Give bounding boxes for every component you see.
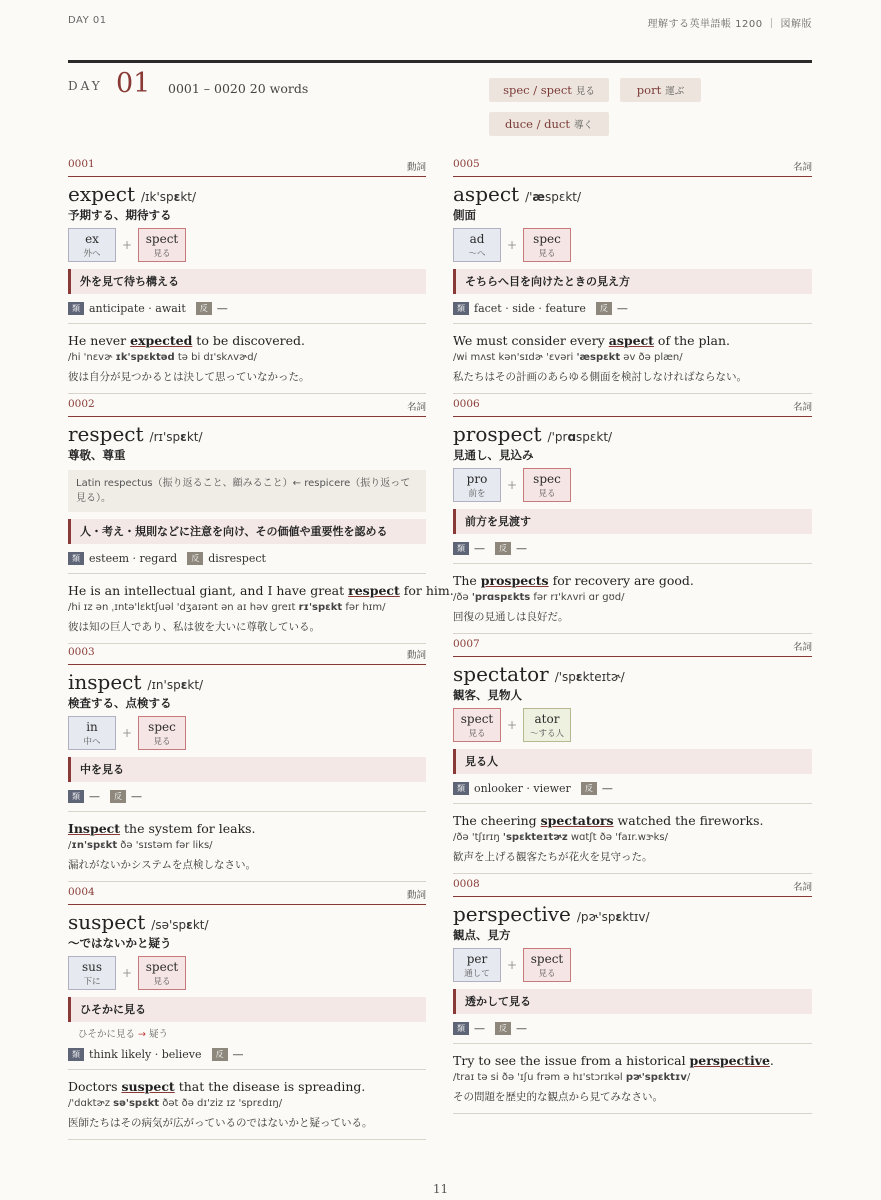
entry-0001: [68, 158, 426, 394]
morpheme: ator: [534, 712, 560, 726]
morpheme-meaning: 中へ: [83, 737, 101, 747]
part-of-speech: 動詞: [406, 890, 426, 901]
synonym-row: [453, 1020, 812, 1036]
morpheme: in: [86, 720, 98, 734]
entry-number: 0007: [453, 638, 480, 650]
root-text: spec / spect: [503, 83, 572, 97]
synonym-tag: 類: [68, 1048, 84, 1061]
morpheme-box: [523, 948, 571, 982]
example-sentence: Doctors suspect that the disease is spreading.: [68, 1079, 366, 1094]
entry-0004: [68, 886, 426, 1140]
divider: [453, 563, 812, 564]
divider: [68, 1069, 426, 1070]
synonyms: esteem · regard: [89, 551, 178, 565]
part-of-speech: 動詞: [406, 650, 426, 661]
entry-header: [68, 886, 426, 905]
morpheme-box: [68, 716, 116, 750]
morpheme-box: [523, 228, 571, 262]
word-range: 0001 – 0020 20 words: [168, 81, 309, 96]
antonym-tag: 反: [495, 1022, 511, 1035]
plus-sign: +: [121, 966, 133, 980]
morpheme-box: [453, 228, 501, 262]
top-rule: [68, 60, 812, 63]
synonym-tag: 類: [453, 302, 469, 315]
pronunciation: /ɪn'spɛkt/: [147, 678, 204, 692]
morpheme: spect: [460, 712, 494, 726]
morpheme-meaning: 見る: [538, 489, 556, 499]
morpheme-diagram: [68, 956, 426, 990]
antonym-tag: 反: [187, 552, 203, 565]
plus-sign: +: [506, 238, 518, 252]
morpheme-diagram: [453, 708, 812, 742]
example-sentence: He is an intellectual giant, and I have great respect for him.: [68, 583, 454, 598]
example-translation: 彼は知の巨人であり、私は彼を大いに尊敬している。: [68, 621, 320, 633]
meaning: 側面: [453, 208, 476, 222]
example-pronunciation: /ɪn'spɛkt ðə 'sɪstəm fər liks/: [68, 840, 213, 851]
entry-bottom-rule: [453, 873, 812, 874]
morpheme-box: [138, 716, 186, 750]
divider: [453, 323, 812, 324]
headword: suspect: [68, 910, 146, 934]
headword-row: [68, 182, 426, 206]
entry-0003: [68, 646, 426, 882]
meaning: 〜ではないかと疑う: [68, 936, 172, 950]
morpheme-meaning: 〜する人: [529, 729, 564, 739]
headword-row: [68, 422, 426, 446]
entry-bottom-rule: [453, 633, 812, 634]
meaning: 見通し、見込み: [453, 448, 534, 462]
antonyms: —: [131, 789, 142, 803]
example-sentence: Try to see the issue from a historical perspective.: [453, 1053, 774, 1068]
example-pronunciation: /hi ɪz ən ˌɪntə'lɛktʃuəl 'dʒaɪənt ən aɪ həv greɪt rɪ'spɛkt fər hɪm/: [68, 602, 386, 613]
meaning: 尊敬、尊重: [68, 448, 126, 462]
morpheme-meaning: 外へ: [83, 249, 101, 259]
divider: [453, 1043, 812, 1044]
morpheme-meaning: 通して: [464, 969, 490, 979]
morpheme-box: [453, 468, 501, 502]
example-pronunciation: /hi 'nɛvɚ ɪk'spɛktəd tə bi dɪ'skʌvɚd/: [68, 352, 257, 363]
synonym-row: [453, 300, 812, 316]
entry-0002: [68, 398, 454, 644]
synonyms: onlooker · viewer: [474, 781, 571, 795]
root-meaning: 導く: [574, 120, 594, 131]
synonym-tag: 類: [68, 790, 84, 803]
morpheme: sus: [81, 960, 103, 974]
example-pronunciation: /traɪ tə si ðə 'ɪʃu frəm ə hɪ'stɔrɪkəl pɚ'spɛktɪv/: [453, 1072, 691, 1083]
morpheme-box: [523, 708, 571, 742]
morpheme: ad: [469, 232, 485, 246]
headword-row: [453, 662, 812, 686]
antonyms: —: [616, 301, 628, 315]
morpheme: spect: [145, 232, 179, 246]
pronunciation: /ɪk'spɛkt/: [141, 190, 197, 204]
core-image: 見る人: [453, 749, 812, 774]
antonyms: —: [516, 1021, 527, 1035]
entry-header: [68, 398, 426, 417]
synonyms: think likely · believe: [89, 1047, 202, 1061]
example-translation: その問題を歴史的な観点から見てみなさい。: [453, 1091, 663, 1103]
meaning: 検査する、点検する: [68, 696, 172, 710]
morpheme: ex: [85, 232, 99, 246]
meaning: 観点、見方: [453, 928, 511, 942]
root-chip-duce[interactable]: [489, 112, 609, 136]
headword-row: [453, 902, 812, 926]
part-of-speech: 名詞: [792, 402, 812, 413]
plus-sign: +: [121, 726, 133, 740]
morpheme-box: [453, 948, 501, 982]
pronunciation: /rɪ'spɛkt/: [149, 430, 203, 444]
example-pronunciation: /ðə 'prɑspɛkts fər rɪ'kʌvri ɑr gʊd/: [453, 592, 625, 603]
entry-number: 0005: [453, 158, 480, 170]
morpheme-meaning: 見る: [538, 969, 556, 979]
entry-number: 0006: [453, 398, 480, 410]
pronunciation: /sə'spɛkt/: [151, 918, 209, 932]
morpheme-box: [68, 956, 116, 990]
headword-row: [68, 670, 426, 694]
divider: [68, 573, 426, 574]
example-translation: 回復の見通しは良好だ。: [453, 611, 569, 623]
headword-row: [453, 422, 812, 446]
example-translation: 歓声を上げる観客たちが花火を見守った。: [453, 851, 653, 863]
header-right: 理解する英単語帳 1200 ｜ 図解版: [647, 19, 812, 30]
example-translation: 彼は自分が見つかるとは決して思っていなかった。: [68, 371, 310, 383]
arrow-icon: →: [138, 1029, 146, 1040]
pronunciation: /'æspɛkt/: [525, 190, 582, 204]
etymology-note: Latin respectus（振り返ること、顧みること）← respicere（振り返って見る）。: [68, 470, 426, 512]
synonym-tag: 類: [68, 302, 84, 315]
entry-header: [453, 158, 812, 177]
morpheme-meaning: 前を: [468, 489, 486, 499]
morpheme-meaning: 見る: [468, 729, 486, 739]
morpheme-diagram: [68, 228, 426, 262]
page-header: [68, 15, 812, 31]
example-translation: 私たちはその計画のあらゆる側面を検討しなければならない。: [453, 371, 747, 383]
core-image: 中を見る: [68, 757, 426, 782]
antonyms: —: [232, 1047, 244, 1061]
divider: [453, 803, 812, 804]
synonym-row: [453, 540, 812, 556]
core-image: ひそかに見る: [68, 997, 426, 1022]
day-number: 01: [116, 68, 151, 99]
synonyms: —: [474, 541, 485, 555]
synonym-row: [453, 780, 812, 796]
entry-number: 0003: [68, 646, 95, 658]
synonym-row: [68, 1046, 426, 1062]
antonym-tag: 反: [596, 302, 612, 315]
synonym-tag: 類: [453, 542, 469, 555]
morpheme-box: [138, 956, 186, 990]
headword-row: [453, 182, 812, 206]
root-meaning: 運ぶ: [665, 86, 685, 97]
antonyms: —: [601, 781, 613, 795]
example-pronunciation: /wi mʌst kən'sɪdɚ 'ɛvəri 'æspɛkt əv ðə plæn/: [453, 352, 683, 363]
part-of-speech: 動詞: [406, 162, 426, 173]
morpheme-box: [68, 228, 116, 262]
example-pronunciation: /ðə 'tʃɪrɪŋ 'spɛkteɪtɚz wɑtʃt ðə 'faɪr.wɝks/: [453, 832, 669, 843]
synonym-row: [68, 788, 426, 804]
entry-bottom-rule: [68, 393, 426, 394]
synonyms: —: [474, 1021, 485, 1035]
morpheme-meaning: 〜へ: [468, 249, 486, 259]
core-image: 人・考え・規則などに注意を向け、その価値や重要性を認める: [68, 519, 426, 544]
antonyms: —: [516, 541, 527, 555]
example-translation: 医師たちはその病気が広がっているのではないかと疑っている。: [68, 1117, 373, 1129]
antonym-tag: 反: [110, 790, 126, 803]
core-image: 外を見て待ち構える: [68, 269, 426, 294]
image-note: ひそかに見る → 疑う: [78, 1029, 169, 1040]
meaning: 観客、見物人: [453, 688, 522, 702]
synonym-row: [68, 300, 426, 316]
entry-bottom-rule: [68, 1139, 426, 1140]
antonyms: disrespect: [208, 551, 266, 565]
entry-0006: [453, 398, 812, 634]
morpheme-meaning: 見る: [153, 249, 171, 259]
morpheme: spec: [148, 720, 176, 734]
meaning: 予期する、期待する: [68, 208, 172, 222]
example-pronunciation: /'dɑktɚz sə'spɛkt ðət ðə dɪ'ziz ɪz 'sprɛdɪŋ/: [68, 1098, 283, 1109]
morpheme: spec: [533, 472, 561, 486]
headword: inspect: [68, 670, 142, 694]
example-sentence: The prospects for recovery are good.: [453, 573, 694, 588]
antonym-tag: 反: [196, 302, 212, 315]
morpheme: spec: [533, 232, 561, 246]
headword: aspect: [453, 182, 520, 206]
antonyms: —: [216, 301, 228, 315]
part-of-speech: 名詞: [792, 642, 812, 653]
synonym-tag: 類: [453, 1022, 469, 1035]
core-image: 前方を見渡す: [453, 509, 812, 534]
headword: perspective: [453, 902, 571, 926]
entry-number: 0002: [68, 398, 95, 410]
plus-sign: +: [506, 718, 518, 732]
root-chip-spec[interactable]: [489, 78, 609, 102]
entry-header: [68, 158, 426, 177]
entry-0007: [453, 638, 812, 874]
morpheme-box: [138, 228, 186, 262]
antonym-tag: 反: [495, 542, 511, 555]
synonyms: —: [89, 789, 100, 803]
part-of-speech: 名詞: [792, 162, 812, 173]
example-sentence: We must consider every aspect of the plan.: [453, 333, 730, 348]
entry-bottom-rule: [68, 643, 426, 644]
pronunciation: /'prɑspɛkt/: [547, 430, 613, 444]
antonym-tag: 反: [212, 1048, 228, 1061]
example-sentence: He never expected to be discovered.: [68, 333, 305, 348]
headword-row: [68, 910, 426, 934]
morpheme-diagram: [453, 468, 812, 502]
morpheme-diagram: [453, 228, 812, 262]
entry-0005: [453, 158, 812, 394]
root-text: port: [636, 83, 662, 97]
entry-bottom-rule: [68, 881, 426, 882]
morpheme-meaning: 下に: [83, 977, 101, 987]
synonym-row: [68, 550, 426, 566]
entry-bottom-rule: [453, 393, 812, 394]
synonyms: facet · side · feature: [474, 301, 586, 315]
morpheme-box: [523, 468, 571, 502]
header-left: DAY 01: [68, 15, 107, 26]
entry-0008: [453, 878, 812, 1114]
plus-sign: +: [506, 958, 518, 972]
synonym-tag: 類: [68, 552, 84, 565]
antonym-tag: 反: [581, 782, 597, 795]
core-image: 透かして見る: [453, 989, 812, 1014]
morpheme-diagram: [453, 948, 812, 982]
pronunciation: /'spɛkteɪtɚ/: [554, 670, 625, 684]
day-label: DAY: [68, 79, 103, 93]
entry-number: 0001: [68, 158, 95, 170]
divider: [68, 323, 426, 324]
entry-header: [453, 878, 812, 897]
divider: [68, 811, 426, 812]
entry-header: [453, 398, 812, 417]
plus-sign: +: [121, 238, 133, 252]
morpheme-meaning: 見る: [538, 249, 556, 259]
entry-number: 0004: [68, 886, 95, 898]
morpheme-diagram: [68, 716, 426, 750]
entry-header: [453, 638, 812, 657]
pronunciation: /pɚ'spɛktɪv/: [576, 910, 650, 924]
synonym-tag: 類: [453, 782, 469, 795]
morpheme: per: [466, 952, 488, 966]
morpheme-meaning: 見る: [153, 737, 171, 747]
root-chip-port[interactable]: [620, 78, 701, 102]
morpheme-meaning: 見る: [153, 977, 171, 987]
example-sentence: Inspect the system for leaks.: [68, 821, 256, 836]
root-text: duce / duct: [504, 117, 570, 131]
part-of-speech: 名詞: [406, 402, 426, 413]
example-translation: 漏れがないかシステムを点検しなさい。: [68, 859, 256, 871]
page-number: 11: [432, 1182, 449, 1196]
morpheme: spect: [145, 960, 179, 974]
morpheme-box: [453, 708, 501, 742]
example-sentence: The cheering spectators watched the fireworks.: [453, 813, 764, 828]
synonyms: anticipate · await: [89, 301, 186, 315]
part-of-speech: 名詞: [792, 882, 812, 893]
headword: prospect: [453, 422, 542, 446]
headword: expect: [68, 182, 135, 206]
morpheme: pro: [466, 472, 488, 486]
headword: spectator: [453, 662, 549, 686]
core-image: そちらへ目を向けたときの見え方: [453, 269, 812, 294]
root-meaning: 見る: [575, 86, 595, 97]
entry-bottom-rule: [453, 1113, 812, 1114]
morpheme: spect: [530, 952, 564, 966]
plus-sign: +: [506, 478, 518, 492]
entry-number: 0008: [453, 878, 480, 890]
headword: respect: [68, 422, 144, 446]
entry-header: [68, 646, 426, 665]
